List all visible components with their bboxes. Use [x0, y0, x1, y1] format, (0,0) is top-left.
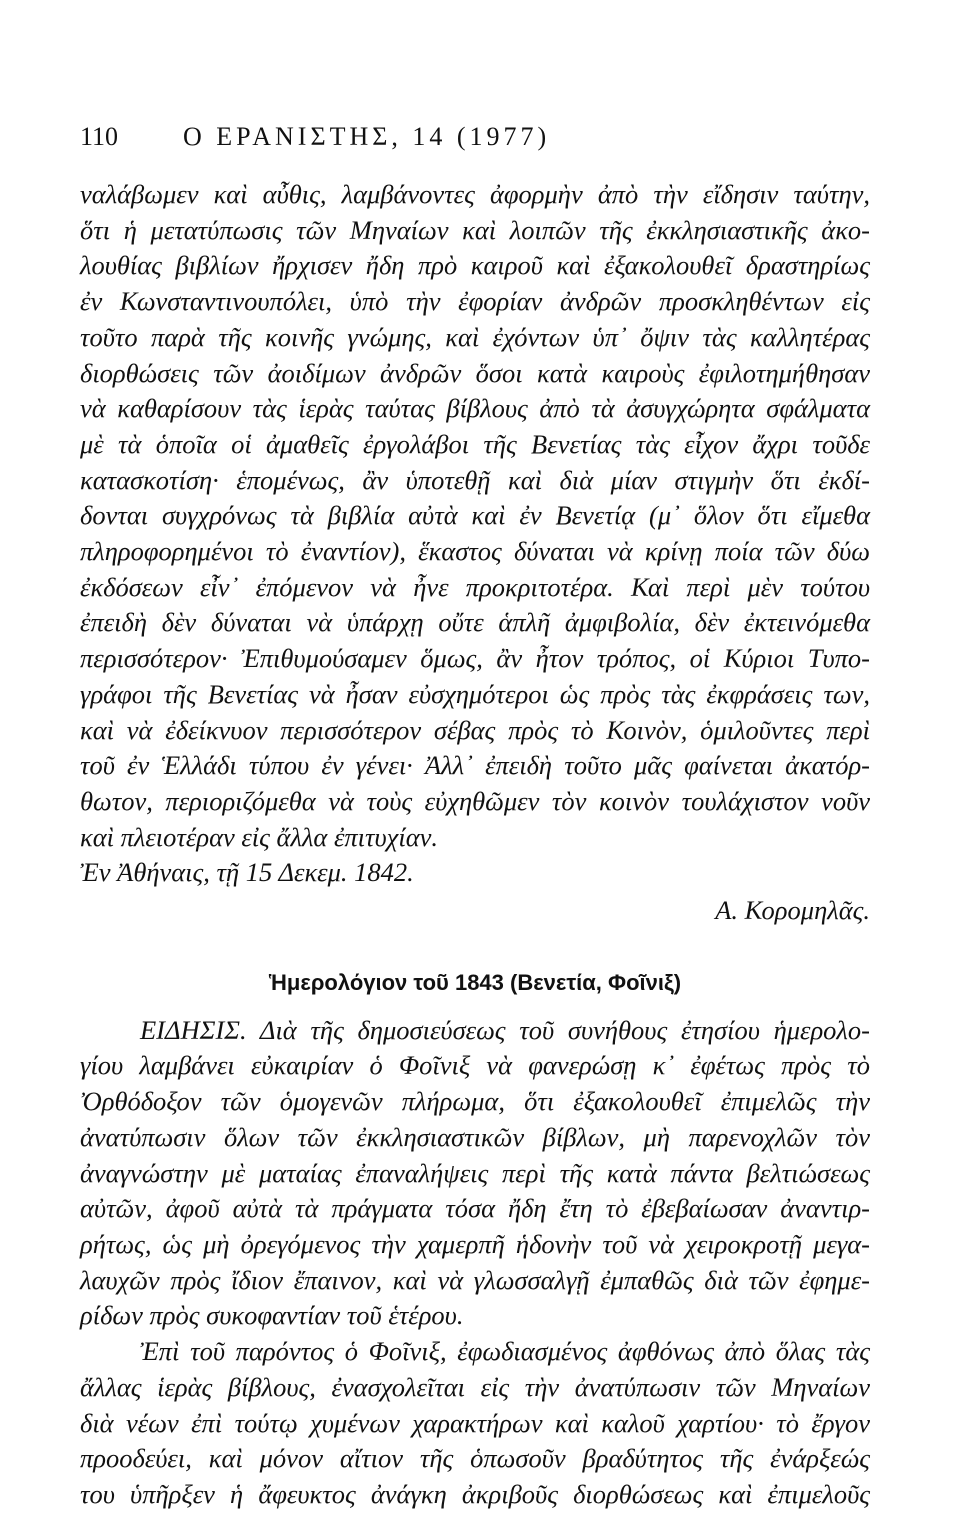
text-line: καὶ νὰ ἐδείκνυον περισσότερον σέβας πρὸς τὸ Κοινὸν, ὁμιλοῦντες περὶ	[80, 714, 870, 745]
text-line: λουθίας βιβλίων ἤρχισεν ἤδη πρὸ καιροῦ καὶ ἐξακολουθεῖ δραστηρίως	[80, 250, 870, 281]
text-line: γράφοι τῆς Βενετίας νὰ ἦσαν εὐσχημότεροι ὡς πρὸς τὰς ἐκφράσεις των,	[80, 678, 870, 709]
text-line: του ὑπῆρξεν ἡ ἄφευκτος ἀνάγκη ἀκριβοῦς διορθώσεως καὶ ἐπιμελοῦς	[80, 1478, 870, 1509]
section-2	[80, 1013, 870, 1334]
text-line: ρήτως, ὡς μὴ ὀρεγόμενος τὴν χαμερπῆ ἡδονὴν τοῦ νὰ χειροκροτῇ μεγα-	[80, 1228, 870, 1259]
text-line: κατασκοτίση· ἑπομένως, ἂν ὑποτεθῇ καὶ διὰ μίαν στιγμὴν ὅτι ἐκδί-	[80, 464, 870, 495]
text-line: ἄλλας ἱερὰς βίβλους, ἐνασχολεῖται εἰς τὴν ἀνατύπωσιν τῶν Μηναίων	[80, 1371, 870, 1402]
text-line: γίου λαμβάνει εὐκαιρίαν ὁ Φοῖνιξ νὰ φανερώσῃ κ᾽ ἐφέτως πρὸς τὸ	[80, 1050, 870, 1081]
text-line: λαυχῶν πρὸς ἴδιον ἔπαινον, καὶ νὰ γλωσσαλγῇ ἐμπαθῶς διὰ τῶν ἐφημε-	[80, 1264, 870, 1295]
text-line: ἐκδόσεων εἶν᾽ ἐπόμενον νὰ ἦνε προκριτοτέρα. Καὶ περὶ μὲν τούτου	[80, 571, 870, 602]
text-line: ὅτι ἡ μετατύπωσις τῶν Μηναίων καὶ λοιπῶν τῆς ἐκκλησιαστικῆς ἀκο-	[80, 214, 870, 245]
text-line: Ἐπὶ τοῦ παρόντος ὁ Φοῖνιξ, ἐφωδιασμένος ἀφθόνως ἀπὸ ὅλας τὰς	[140, 1336, 870, 1367]
running-title: Ο ΕΡΑΝΙΣΤΗΣ, 14 (1977)	[183, 122, 551, 151]
text-line: Ὀρθόδοξον τῶν ὁμογενῶν πλήρωμα, ὅτι ἐξακολουθεῖ ἐπιμελῶς τὴν	[80, 1086, 870, 1117]
page-header	[80, 122, 880, 162]
page-number: 110	[80, 122, 119, 151]
text-line: πληροφορημένοι τὸ ἐναντίον), ἕκαστος δύναται νὰ κρίνῃ ποία τῶν δύω	[80, 536, 870, 567]
signature: Α. Κορομηλᾶς.	[715, 895, 870, 926]
text-line: τοῦ ἐν Ἑλλάδι τύπου ἐν γένει· Ἀλλ᾽ ἐπειδὴ τοῦτο μᾶς φαίνεται ἀκατόρ-	[80, 750, 870, 781]
text-line: διορθώσεις τῶν ἀοιδίμων ἀνδρῶν ὅσοι κατὰ καιροὺς ἐφιλοτημήθησαν	[80, 357, 870, 388]
text-line: διὰ νέων ἐπὶ τούτῳ χυμένων χαρακτήρων καὶ καλοῦ χαρτίου· τὸ ἔργον	[80, 1407, 870, 1438]
text-line: δονται συγχρόνως τὰ βιβλία αὐτὰ καὶ ἐν Βενετίᾳ (μ᾽ ὅλον ὅτι εἴμεθα	[80, 500, 870, 531]
text-line: νὰ καθαρίσουν τὰς ἱερὰς ταύτας βίβλους ἀπὸ τὰ ἀσυγχώρητα σφάλματα	[80, 393, 870, 424]
text-line: μὲ τὰ ὁποῖα οἱ ἀμαθεῖς ἐργολάβοι τῆς Βενετίας τὰς εἶχον ἄχρι τοῦδε	[80, 428, 870, 459]
text-line: καὶ πλειοτέραν εἰς ἄλλα ἐπιτυχίαν.	[80, 821, 438, 852]
section-3	[80, 1334, 870, 1513]
text-line: περισσότερον· Ἐπιθυμούσαμεν ὅμως, ἂν ἦτον τρόπος, οἱ Κύριοι Τυπο-	[80, 643, 870, 674]
text-line: ρίδων πρὸς συκοφαντίαν τοῦ ἑτέρου.	[80, 1300, 464, 1331]
text-line: ἀναγνώστην μὲ ματαίας ἐπαναλήψεις περὶ τῆς κατὰ πάντα βελτιώσεως	[80, 1157, 870, 1188]
text-line: προοδεύει, καὶ μόνον αἴτιον τῆς ὁπωσοῦν βραδύτητος τῆς ἐνάρξεώς	[80, 1443, 870, 1474]
section-heading: Ἡμερολόγιον τοῦ 1843 (Βενετία, Φοῖνιξ)	[268, 969, 682, 995]
text-line: ἐπειδὴ δὲν δύναται νὰ ὑπάρχῃ οὔτε ἁπλῆ ἀμφιβολία, δὲν ἐκτεινόμεθα	[80, 607, 870, 638]
section-1	[80, 177, 870, 929]
document-body	[80, 177, 870, 1513]
text-line: τοῦτο παρὰ τῆς κοινῆς γνώμης, καὶ ἐχόντων ὑπ᾽ ὄψιν τὰς καλλητέρας	[80, 321, 870, 352]
text-line: ναλάβωμεν καὶ αὖθις, λαμβάνοντες ἀφορμὴν ἀπὸ τὴν εἴδησιν ταύτην,	[80, 179, 870, 209]
text-line: θωτον, περιοριζόμεθα νὰ τοὺς εὐχηθῶμεν τὸν κοινὸν τουλάχιστον νοῦν	[80, 785, 870, 816]
text-line: ἐν Κωνσταντινουπόλει, ὑπὸ τὴν ἐφορίαν ἀνδρῶν προσκληθέντων εἰς	[80, 286, 870, 317]
text-line: ἀνατύπωσιν ὅλων τῶν ἐκκλησιαστικῶν βίβλων, μὴ παρενοχλῶν τὸν	[80, 1121, 870, 1152]
text-line: αὐτῶν, ἀφοῦ αὐτὰ τὰ πράγματα τόσα ἤδη ἔτη τὸ ἐβεβαίωσαν ἀναντιρ-	[80, 1193, 870, 1224]
dateline: Ἐν Ἀθήναις, τῇ 15 Δεκεμ. 1842.	[80, 857, 414, 888]
text-line: ΕΙΔΗΣΙΣ. Διὰ τῆς δημοσιεύσεως τοῦ συνήθους ἐτησίου ἡμερολο-	[140, 1014, 870, 1045]
